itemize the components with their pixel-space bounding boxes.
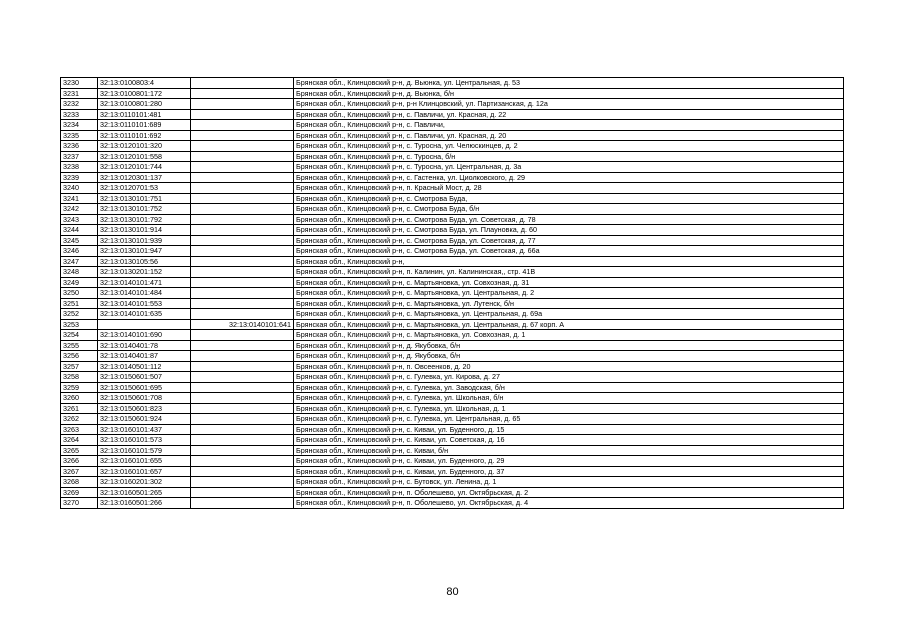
linked-cadastral-number-cell: [191, 88, 294, 99]
address-cell: Брянская обл., Клинцовский р-н, с. Смотрова Буда,: [294, 193, 844, 204]
address-cell: Брянская обл., Клинцовский р-н, с. Павличи,: [294, 120, 844, 131]
linked-cadastral-number-cell: [191, 172, 294, 183]
address-cell: Брянская обл., Клинцовский р-н, с. Павличи, ул. Красная, д. 20: [294, 130, 844, 141]
linked-cadastral-number-cell: [191, 330, 294, 341]
table-row: [61, 382, 844, 393]
cadastral-number-cell: 32:13:0150601:695: [98, 382, 191, 393]
table-row: [61, 256, 844, 267]
address-cell: Брянская обл., Клинцовский р-н, с. Павличи, ул. Красная, д. 22: [294, 109, 844, 120]
row-number-cell: 3261: [61, 403, 98, 414]
row-number-cell: 3245: [61, 235, 98, 246]
table-row: [61, 435, 844, 446]
cadastral-number-cell: 32:13:0120701:53: [98, 183, 191, 194]
cadastral-number-cell: 32:13:0120101:558: [98, 151, 191, 162]
address-cell: Брянская обл., Клинцовский р-н, с. Гулевка, ул. Центральная, д. 65: [294, 414, 844, 425]
table-row: [61, 277, 844, 288]
address-cell: Брянская обл., Клинцовский р-н,: [294, 256, 844, 267]
linked-cadastral-number-cell: [191, 372, 294, 383]
cadastral-number-cell: 32:13:0140101:635: [98, 309, 191, 320]
row-number-cell: 3262: [61, 414, 98, 425]
linked-cadastral-number-cell: [191, 435, 294, 446]
row-number-cell: 3240: [61, 183, 98, 194]
table-row: [61, 309, 844, 320]
cadastral-number-cell: 32:13:0110101:481: [98, 109, 191, 120]
address-cell: Брянская обл., Клинцовский р-н, п. Красный Мост, д. 28: [294, 183, 844, 194]
linked-cadastral-number-cell: [191, 204, 294, 215]
row-number-cell: 3232: [61, 99, 98, 110]
cadastral-number-cell: 32:13:0140501:112: [98, 361, 191, 372]
table-row: [61, 130, 844, 141]
cadastral-number-cell: 32:13:0150601:507: [98, 372, 191, 383]
cadastral-number-cell: 32:13:0110101:689: [98, 120, 191, 131]
linked-cadastral-number-cell: [191, 78, 294, 89]
cadastral-number-cell: 32:13:0130105:56: [98, 256, 191, 267]
address-cell: Брянская обл., Клинцовский р-н, с. Киваи, ул. Буденного, д. 29: [294, 456, 844, 467]
address-cell: Брянская обл., Клинцовский р-н, с. Киваи, ул. Буденного, д. 15: [294, 424, 844, 435]
row-number-cell: 3234: [61, 120, 98, 131]
linked-cadastral-number-cell: [191, 288, 294, 299]
linked-cadastral-number-cell: [191, 361, 294, 372]
address-cell: Брянская обл., Клинцовский р-н, с. Мартьяновка, ул. Лутенск, б/н: [294, 298, 844, 309]
linked-cadastral-number-cell: [191, 466, 294, 477]
cadastral-number-cell: 32:13:0120101:320: [98, 141, 191, 152]
address-cell: Брянская обл., Клинцовский р-н, с. Киваи, ул. Буденного, д. 37: [294, 466, 844, 477]
linked-cadastral-number-cell: [191, 340, 294, 351]
table-row: [61, 424, 844, 435]
linked-cadastral-number-cell: [191, 498, 294, 509]
table-row: [61, 361, 844, 372]
table-row: [61, 288, 844, 299]
address-cell: Брянская обл., Клинцовский р-н, с. Мартьяновка, ул. Центральная, д. 67 корп. А: [294, 319, 844, 330]
address-cell: Брянская обл., Клинцовский р-н, п. Оболешево, ул. Октябрьская, д. 4: [294, 498, 844, 509]
linked-cadastral-number-cell: [191, 382, 294, 393]
cadastral-number-cell: 32:13:0140401:78: [98, 340, 191, 351]
cadastral-number-cell: 32:13:0100803:4: [98, 78, 191, 89]
cadastral-number-cell: [98, 319, 191, 330]
linked-cadastral-number-cell: [191, 456, 294, 467]
linked-cadastral-number-cell: [191, 424, 294, 435]
cadastral-number-cell: 32:13:0130201:152: [98, 267, 191, 278]
row-number-cell: 3252: [61, 309, 98, 320]
linked-cadastral-number-cell: [191, 487, 294, 498]
address-cell: Брянская обл., Клинцовский р-н, с. Киваи, б/н: [294, 445, 844, 456]
address-cell: Брянская обл., Клинцовский р-н, с. Гулевка, ул. Школьная, б/н: [294, 393, 844, 404]
table-row: [61, 109, 844, 120]
linked-cadastral-number-cell: [191, 414, 294, 425]
table-row: [61, 151, 844, 162]
cadastral-number-cell: 32:13:0140101:553: [98, 298, 191, 309]
row-number-cell: 3244: [61, 225, 98, 236]
row-number-cell: 3231: [61, 88, 98, 99]
linked-cadastral-number-cell: [191, 225, 294, 236]
row-number-cell: 3236: [61, 141, 98, 152]
linked-cadastral-number-cell: [191, 193, 294, 204]
table-row: [61, 330, 844, 341]
row-number-cell: 3237: [61, 151, 98, 162]
cadastral-number-cell: 32:13:0140401:87: [98, 351, 191, 362]
linked-cadastral-number-cell: [191, 183, 294, 194]
row-number-cell: 3243: [61, 214, 98, 225]
address-cell: Брянская обл., Клинцовский р-н, с. Гулевка, ул. Заводская, б/н: [294, 382, 844, 393]
cadastral-number-cell: 32:13:0160501:265: [98, 487, 191, 498]
address-cell: Брянская обл., Клинцовский р-н, с. Туросна, б/н: [294, 151, 844, 162]
address-cell: Брянская обл., Клинцовский р-н, с. Киваи, ул. Советская, д. 16: [294, 435, 844, 446]
linked-cadastral-number-cell: [191, 403, 294, 414]
row-number-cell: 3251: [61, 298, 98, 309]
address-cell: Брянская обл., Клинцовский р-н, д. Якубовка, б/н: [294, 351, 844, 362]
address-cell: Брянская обл., Клинцовский р-н, с. Мартьяновка, ул. Совхозная, д. 31: [294, 277, 844, 288]
table-row: [61, 487, 844, 498]
table-row: [61, 183, 844, 194]
address-cell: Брянская обл., Клинцовский р-н, д. Вьюнка, б/н: [294, 88, 844, 99]
table-row: [61, 393, 844, 404]
cadastral-number-cell: 32:13:0160101:657: [98, 466, 191, 477]
row-number-cell: 3264: [61, 435, 98, 446]
cadastral-number-cell: 32:13:0150601:924: [98, 414, 191, 425]
row-number-cell: 3249: [61, 277, 98, 288]
row-number-cell: 3239: [61, 172, 98, 183]
row-number-cell: 3257: [61, 361, 98, 372]
table-row: [61, 88, 844, 99]
linked-cadastral-number-cell: [191, 309, 294, 320]
row-number-cell: 3263: [61, 424, 98, 435]
row-number-cell: 3253: [61, 319, 98, 330]
row-number-cell: 3254: [61, 330, 98, 341]
records-table: [60, 77, 844, 509]
table-row: [61, 456, 844, 467]
cadastral-number-cell: 32:13:0130101:947: [98, 246, 191, 257]
address-cell: Брянская обл., Клинцовский р-н, с. Смотрова Буда, ул. Советская, д. 77: [294, 235, 844, 246]
row-number-cell: 3268: [61, 477, 98, 488]
table-row: [61, 445, 844, 456]
table-row: [61, 403, 844, 414]
table-row: [61, 193, 844, 204]
row-number-cell: 3258: [61, 372, 98, 383]
linked-cadastral-number-cell: [191, 214, 294, 225]
table-row: [61, 225, 844, 236]
address-cell: Брянская обл., Клинцовский р-н, с. Мартьяновка, ул. Совхозная, д. 1: [294, 330, 844, 341]
address-cell: Брянская обл., Клинцовский р-н, с. Туросна, ул. Центральная, д. 3а: [294, 162, 844, 173]
row-number-cell: 3259: [61, 382, 98, 393]
address-cell: Брянская обл., Клинцовский р-н, р-н Клинцовский, ул. Партизанская, д. 12а: [294, 99, 844, 110]
cadastral-number-cell: 32:13:0100801:280: [98, 99, 191, 110]
linked-cadastral-number-cell: 32:13:0140101:641: [191, 319, 294, 330]
linked-cadastral-number-cell: [191, 162, 294, 173]
table-row: [61, 120, 844, 131]
table-row: [61, 372, 844, 383]
row-number-cell: 3247: [61, 256, 98, 267]
address-cell: Брянская обл., Клинцовский р-н, п. Овсеенков, д. 20: [294, 361, 844, 372]
linked-cadastral-number-cell: [191, 130, 294, 141]
row-number-cell: 3267: [61, 466, 98, 477]
records-table-body: [61, 78, 844, 509]
table-row: [61, 477, 844, 488]
table-row: [61, 414, 844, 425]
address-cell: Брянская обл., Клинцовский р-н, с. Гастенка, ул. Циолковского, д. 29: [294, 172, 844, 183]
cadastral-number-cell: 32:13:0160501:266: [98, 498, 191, 509]
table-row: [61, 267, 844, 278]
cadastral-number-cell: 32:13:0110101:692: [98, 130, 191, 141]
linked-cadastral-number-cell: [191, 235, 294, 246]
address-cell: Брянская обл., Клинцовский р-н, с. Мартьяновка, ул. Центральная, д. 69а: [294, 309, 844, 320]
cadastral-number-cell: 32:13:0150601:823: [98, 403, 191, 414]
table-row: [61, 319, 844, 330]
table-row: [61, 246, 844, 257]
table-row: [61, 498, 844, 509]
cadastral-number-cell: 32:13:0140101:471: [98, 277, 191, 288]
address-cell: Брянская обл., Клинцовский р-н, с. Смотрова Буда, ул. Советская, д. 78: [294, 214, 844, 225]
table-row: [61, 141, 844, 152]
table-row: [61, 162, 844, 173]
linked-cadastral-number-cell: [191, 141, 294, 152]
table-row: [61, 466, 844, 477]
row-number-cell: 3260: [61, 393, 98, 404]
table-row: [61, 214, 844, 225]
cadastral-number-cell: 32:13:0130101:914: [98, 225, 191, 236]
cadastral-number-cell: 32:13:0120101:744: [98, 162, 191, 173]
address-cell: Брянская обл., Клинцовский р-н, с. Мартьяновка, ул. Центральная, д. 2: [294, 288, 844, 299]
cadastral-number-cell: 32:13:0120301:137: [98, 172, 191, 183]
address-cell: Брянская обл., Клинцовский р-н, с. Бутовск, ул. Ленина, д. 1: [294, 477, 844, 488]
linked-cadastral-number-cell: [191, 120, 294, 131]
address-cell: Брянская обл., Клинцовский р-н, п. Калинин, ул. Калининская,, стр. 41В: [294, 267, 844, 278]
linked-cadastral-number-cell: [191, 109, 294, 120]
row-number-cell: 3230: [61, 78, 98, 89]
table-row: [61, 204, 844, 215]
address-cell: Брянская обл., Клинцовский р-н, с. Гулевка, ул. Кирова, д. 27: [294, 372, 844, 383]
row-number-cell: 3246: [61, 246, 98, 257]
linked-cadastral-number-cell: [191, 99, 294, 110]
row-number-cell: 3233: [61, 109, 98, 120]
address-cell: Брянская обл., Клинцовский р-н, с. Гулевка, ул. Школьная, д. 1: [294, 403, 844, 414]
table-row: [61, 340, 844, 351]
linked-cadastral-number-cell: [191, 267, 294, 278]
cadastral-number-cell: 32:13:0130101:751: [98, 193, 191, 204]
linked-cadastral-number-cell: [191, 151, 294, 162]
row-number-cell: 3242: [61, 204, 98, 215]
linked-cadastral-number-cell: [191, 393, 294, 404]
table-row: [61, 78, 844, 89]
table-row: [61, 99, 844, 110]
cadastral-number-cell: 32:13:0160101:579: [98, 445, 191, 456]
row-number-cell: 3238: [61, 162, 98, 173]
row-number-cell: 3241: [61, 193, 98, 204]
cadastral-number-cell: 32:13:0130101:752: [98, 204, 191, 215]
row-number-cell: 3266: [61, 456, 98, 467]
cadastral-number-cell: 32:13:0150601:708: [98, 393, 191, 404]
cadastral-number-cell: 32:13:0160101:437: [98, 424, 191, 435]
linked-cadastral-number-cell: [191, 256, 294, 267]
row-number-cell: 3269: [61, 487, 98, 498]
linked-cadastral-number-cell: [191, 246, 294, 257]
linked-cadastral-number-cell: [191, 298, 294, 309]
address-cell: Брянская обл., Клинцовский р-н, п. Оболешево, ул. Октябрьская, д. 2: [294, 487, 844, 498]
row-number-cell: 3256: [61, 351, 98, 362]
address-cell: Брянская обл., Клинцовский р-н, с. Смотрова Буда, ул. Советская, д. 66а: [294, 246, 844, 257]
address-cell: Брянская обл., Клинцовский р-н, д. Вьюнка, ул. Центральная, д. 53: [294, 78, 844, 89]
row-number-cell: 3235: [61, 130, 98, 141]
cadastral-number-cell: 32:13:0130101:792: [98, 214, 191, 225]
cadastral-number-cell: 32:13:0160201:302: [98, 477, 191, 488]
row-number-cell: 3270: [61, 498, 98, 509]
cadastral-number-cell: 32:13:0140101:690: [98, 330, 191, 341]
table-row: [61, 298, 844, 309]
row-number-cell: 3250: [61, 288, 98, 299]
linked-cadastral-number-cell: [191, 277, 294, 288]
row-number-cell: 3265: [61, 445, 98, 456]
address-cell: Брянская обл., Клинцовский р-н, с. Туросна, ул. Челюскинцев, д. 2: [294, 141, 844, 152]
address-cell: Брянская обл., Клинцовский р-н, д. Якубовка, б/н: [294, 340, 844, 351]
table-row: [61, 172, 844, 183]
cadastral-number-cell: 32:13:0160101:655: [98, 456, 191, 467]
table-row: [61, 351, 844, 362]
linked-cadastral-number-cell: [191, 477, 294, 488]
table-row: [61, 235, 844, 246]
linked-cadastral-number-cell: [191, 445, 294, 456]
address-cell: Брянская обл., Клинцовский р-н, с. Смотрова Буда, ул. Плауновка, д. 60: [294, 225, 844, 236]
address-cell: Брянская обл., Клинцовский р-н, с. Смотрова Буда, б/н: [294, 204, 844, 215]
cadastral-number-cell: 32:13:0140101:484: [98, 288, 191, 299]
page-number: 80: [446, 586, 459, 598]
row-number-cell: 3248: [61, 267, 98, 278]
linked-cadastral-number-cell: [191, 351, 294, 362]
cadastral-number-cell: 32:13:0130101:939: [98, 235, 191, 246]
cadastral-number-cell: 32:13:0100801:172: [98, 88, 191, 99]
row-number-cell: 3255: [61, 340, 98, 351]
cadastral-number-cell: 32:13:0160101:573: [98, 435, 191, 446]
